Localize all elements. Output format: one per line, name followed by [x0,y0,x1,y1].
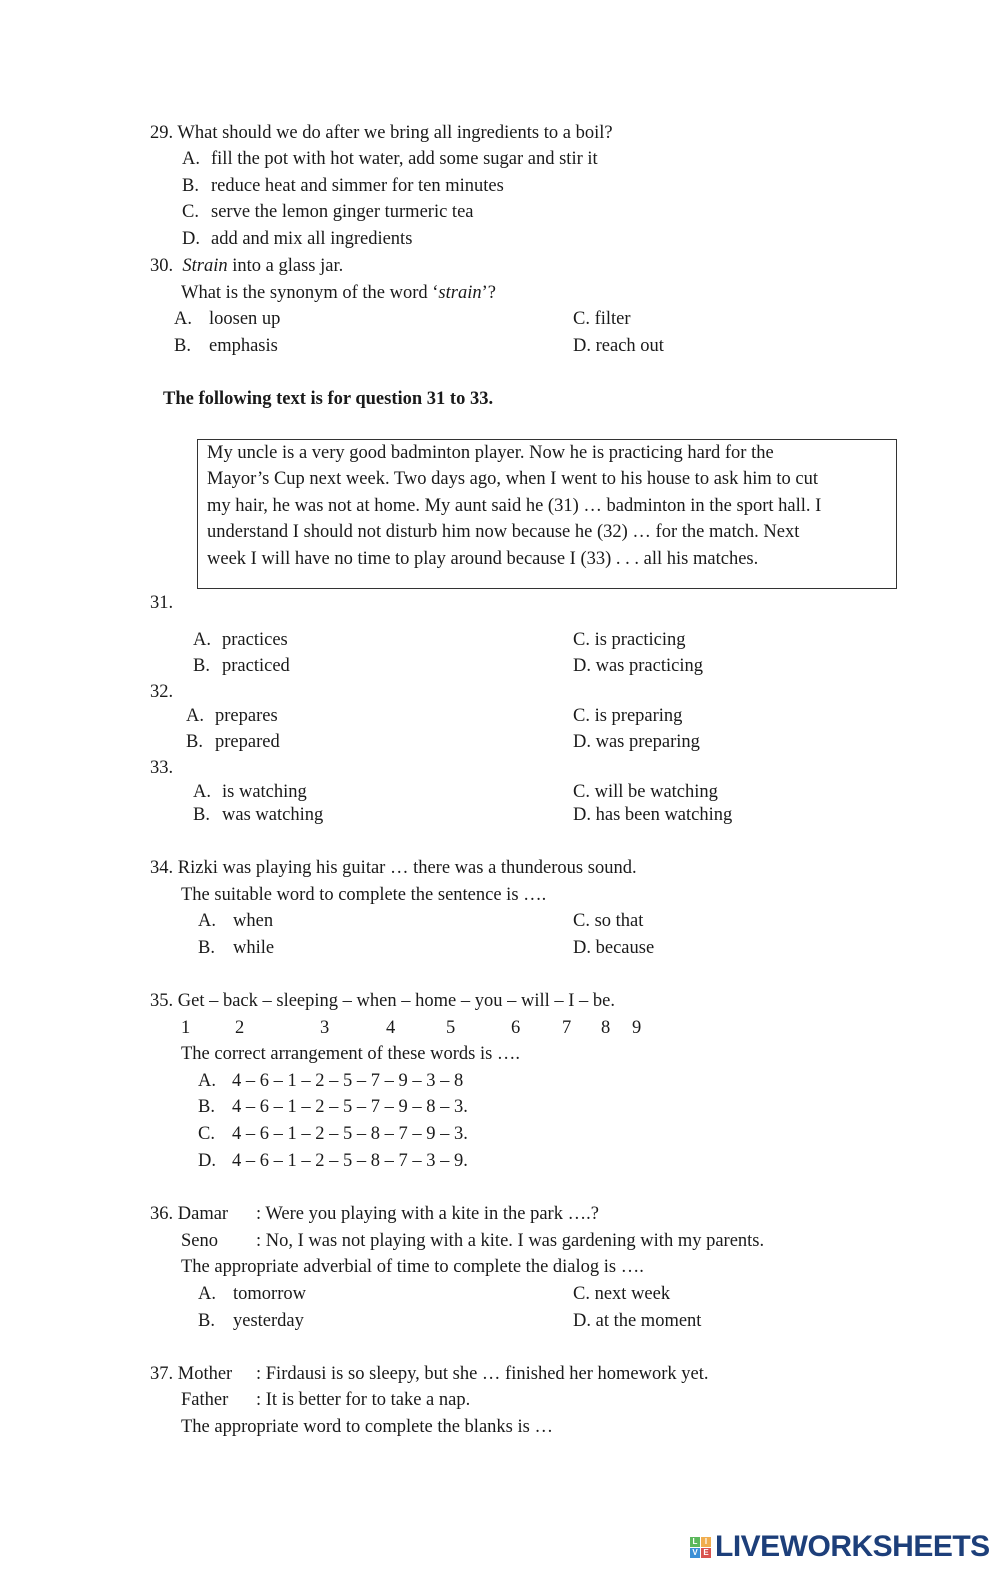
word-number: 9 [632,1018,642,1038]
option-label: D. [182,229,200,249]
option-text: C. filter [573,309,631,329]
option-text: C. is preparing [573,706,683,726]
word-number: 8 [601,1018,611,1038]
passage-line: my hair, he was not at home. My aunt said he (31) … badminton in the sport hall. I [207,496,822,516]
option-text: C. is practicing [573,630,686,650]
option-text: D. has been watching [573,805,733,825]
option-text: practices [222,630,288,650]
option-text: D. at the moment [573,1311,702,1331]
prompt-text: What is the synonym of the word ‘ [181,283,439,303]
dialog-speaker: 36. Damar [150,1204,229,1224]
option-label: A. [198,1284,216,1304]
option-label: C. [198,1124,215,1144]
option-label: B. [182,176,199,196]
option-text: D. because [573,938,655,958]
question-36-prompt: The appropriate adverbial of time to complete the dialog is …. [181,1257,644,1277]
italic-word: strain [438,283,482,303]
dialog-speaker: Seno [181,1231,218,1251]
question-32-number: 32. [150,682,174,702]
word-number: 5 [446,1018,456,1038]
option-label: B. [198,938,215,958]
logo-tile: V [690,1548,700,1558]
option-text: D. was practicing [573,656,703,676]
option-label: A. [186,706,204,726]
option-text: serve the lemon ginger turmeric tea [211,202,474,222]
question-35-prompt: The correct arrangement of these words is …. [181,1044,521,1064]
option-text: when [233,911,274,931]
question-35-stem: 35. Get – back – sleeping – when – home – you – will – I – be. [150,991,615,1011]
word-number: 3 [320,1018,330,1038]
option-label: A. [193,630,211,650]
word-number: 7 [562,1018,572,1038]
option-label: A. [198,1071,216,1091]
option-label: A. [182,149,200,169]
dialog-speaker: 37. Mother [150,1364,233,1384]
option-text: practiced [222,656,290,676]
word-number: 2 [235,1018,245,1038]
passage-line: Mayor’s Cup next week. Two days ago, when I went to his house to ask him to cut [207,469,819,489]
option-text: loosen up [209,309,281,329]
option-text: reduce heat and simmer for ten minutes [211,176,504,196]
passage-line: week I will have no time to play around because I (33) . . . all his matches. [207,549,759,569]
option-text: prepared [215,732,280,752]
dialog-speaker: Father [181,1390,229,1410]
option-text: yesterday [233,1311,304,1331]
option-text: 4 – 6 – 1 – 2 – 5 – 8 – 7 – 3 – 9. [232,1151,468,1171]
option-text: C. will be watching [573,782,718,802]
section-heading: The following text is for question 31 to 33. [163,389,494,409]
word-number: 6 [511,1018,521,1038]
prompt-text: ’? [481,283,496,303]
option-text: while [233,938,275,958]
option-text: 4 – 6 – 1 – 2 – 5 – 7 – 9 – 8 – 3. [232,1097,468,1117]
word-number: 1 [181,1018,191,1038]
question-34-stem: 34. Rizki was playing his guitar … there was a thunderous sound. [150,858,637,878]
option-label: C. [182,202,199,222]
option-text: fill the pot with hot water, add some sugar and stir it [211,149,598,169]
option-label: A. [198,911,216,931]
option-text: D. reach out [573,336,664,356]
option-label: B. [193,805,210,825]
question-33-number: 33. [150,758,174,778]
option-label: A. [174,309,192,329]
question-29-stem: 29. What should we do after we bring all ingredients to a boil? [150,123,613,143]
question-30-prompt [181,282,496,304]
logo-text: LIVEWORKSHEETS [715,1530,990,1563]
option-text: D. was preparing [573,732,700,752]
option-text: prepares [215,706,278,726]
passage-line: My uncle is a very good badminton player. Now he is practicing hard for the [207,443,774,463]
liveworksheets-logo [690,1530,990,1564]
option-text: was watching [222,805,324,825]
dialog-line: : Firdausi is so sleepy, but she … finished her homework yet. [256,1364,709,1384]
logo-tiles-icon [690,1537,711,1558]
dialog-line: : It is better for to take a nap. [256,1390,471,1410]
question-number: 30. [150,256,174,276]
italic-word: Strain [182,256,228,276]
option-text: C. next week [573,1284,671,1304]
option-label: B. [174,336,191,356]
option-text: add and mix all ingredients [211,229,413,249]
passage-line: understand I should not disturb him now because he (32) … for the match. Next [207,522,800,542]
dialog-line: : No, I was not playing with a kite. I was gardening with my parents. [256,1231,765,1251]
option-label: B. [193,656,210,676]
question-31-number: 31. [150,593,174,613]
question-30-stem [150,255,343,277]
option-label: D. [198,1151,216,1171]
logo-tile: L [690,1537,700,1547]
option-text: 4 – 6 – 1 – 2 – 5 – 8 – 7 – 9 – 3. [232,1124,468,1144]
logo-tile: I [701,1537,711,1547]
question-37-prompt: The appropriate word to complete the blanks is … [181,1417,553,1437]
dialog-line: : Were you playing with a kite in the park ….? [256,1204,599,1224]
option-label: B. [198,1311,215,1331]
option-label: B. [198,1097,215,1117]
option-label: B. [186,732,203,752]
option-label: A. [193,782,211,802]
option-text: emphasis [209,336,278,356]
option-text: C. so that [573,911,644,931]
stem-rest: into a glass jar. [227,256,344,276]
option-text: 4 – 6 – 1 – 2 – 5 – 7 – 9 – 3 – 8 [232,1071,464,1091]
word-number: 4 [386,1018,396,1038]
option-text: tomorrow [233,1284,306,1304]
question-34-prompt: The suitable word to complete the sentence is …. [181,885,547,905]
logo-tile: E [701,1548,711,1558]
option-text: is watching [222,782,307,802]
